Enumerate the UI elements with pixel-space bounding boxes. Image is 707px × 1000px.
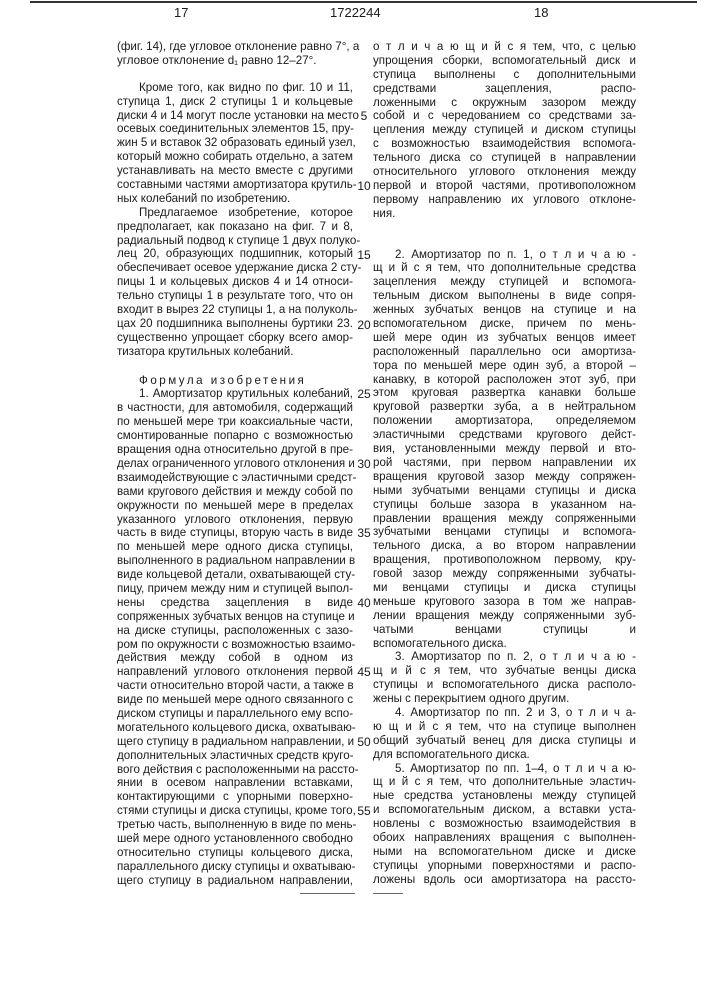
text-line: тельного диска со ступицей в направлении <box>373 151 636 165</box>
text-line: меньше кругового зазора в том же направ- <box>373 595 636 609</box>
line-number: 45 <box>357 665 371 679</box>
text-line: сопряженных зубчатых венцов на ступице и <box>117 610 353 624</box>
claim-2 <box>373 248 636 651</box>
text-line: угловое отклонение d₁ равно 12–27°. <box>117 54 353 68</box>
text-line: ложены вдоль оси амортизатора на рассто- <box>373 873 636 887</box>
claim-5 <box>373 762 636 887</box>
text-line: тора по меньшей мере один зуб, а второй – <box>373 359 636 373</box>
text-line: вращения круговой зазор между сопряжен- <box>373 470 636 484</box>
text-line: стями ступицы и диска ступицы, кроме того, <box>117 804 353 818</box>
text-line: устанавливать на место вместе с другими <box>117 164 353 178</box>
text-line: ных колебаний по изобретению. <box>117 192 353 206</box>
text-line: канавку, в которой расположен этот зуб, при <box>373 373 636 387</box>
text-line: (фиг. 14), где угловое отклонение равно 7°, а <box>117 40 353 54</box>
text-line: ными на вспомогательном диске и диске <box>373 845 636 859</box>
text-line: виде по меньшей мере одного связанного с <box>117 693 353 707</box>
text-line: ступицы больше зазора в указанном на- <box>373 498 636 512</box>
text-line: первой и второй частями, противоположном <box>373 179 636 193</box>
text-line: параллельного диску ступицы и охватываю- <box>117 860 353 874</box>
line-number: 40 <box>357 596 371 610</box>
text-line: ными зубчатыми венцами ступицы и диска <box>373 484 636 498</box>
text-line: диском ступицы и параллельного ему вспо- <box>117 707 353 721</box>
text-line: общий зубчатый венец для диска ступицы и <box>373 734 636 748</box>
text-line: пицу, причем между ним и ступицей выпол- <box>117 582 353 596</box>
text-line: расположенный параллельно оси амортиза- <box>373 345 636 359</box>
text-line: входит в вырез 22 ступицы 1, а на полуколь- <box>117 303 353 317</box>
text-line: правлении вращения между сопряженными <box>373 512 636 526</box>
text-line: цах 20 подшипника выполнены буртики 23. <box>117 317 353 331</box>
text-line: ром по окружности с возможностью взаимо- <box>117 638 353 652</box>
text-line: ю щ и й с я тем, что на ступице выполнен <box>373 720 636 734</box>
text-line: по меньшей мере одного диска ступицы, <box>117 540 353 554</box>
text-line: вспомогательном диске, причем по мень- <box>373 317 636 331</box>
text-line: щ и й с я тем, что дополнительные эластич- <box>373 775 636 789</box>
text-line: 2. Амортизатор по п. 1, о т л и ч а ю - <box>373 248 636 262</box>
text-line: зубчатыми венцами ступицы и вспомога- <box>373 525 636 539</box>
right-page-number: 18 <box>534 5 548 20</box>
text-line: могательного кольцевого диска, охватываю- <box>117 721 353 735</box>
text-line: виде кольцевой детали, охватывающей сту- <box>117 568 353 582</box>
text-line: говой зазор между сопряженными зубчаты- <box>373 567 636 581</box>
text-line: действия между собой в одном из <box>117 651 353 665</box>
claim-3 <box>373 650 636 706</box>
text-line: для вспомогательного диска. <box>373 748 636 762</box>
right-text-column <box>373 40 636 887</box>
text-line: часть в виде ступицы, вторую часть в виде <box>117 526 353 540</box>
text-line: ступица 1, диск 2 ступицы 1 и кольцевые <box>117 95 353 109</box>
text-line: упрощения сборки, вспомогательный диск и <box>373 54 636 68</box>
text-line: в частности, для автомобиля, содержащий <box>117 401 353 415</box>
text-line: новлены с возможностью взаимодействия в <box>373 817 636 831</box>
text-line: ния. <box>373 207 636 221</box>
text-line: ми венцами ступицы и диска ступицы <box>373 581 636 595</box>
text-line: обеспечивает осевое удержание диска 2 сту- <box>117 261 353 275</box>
text-line: чатыми венцами ступицы и <box>373 623 636 637</box>
text-line: 3. Амортизатор по п. 2, о т л и ч а ю - <box>373 650 636 664</box>
line-number: 30 <box>357 457 371 471</box>
end-rule-right <box>373 893 403 894</box>
text-line: 4. Амортизатор по пп. 2 и 3, о т л и ч а- <box>373 706 636 720</box>
text-line: окружности по меньшей мере в пределах <box>117 499 353 513</box>
text-line: части относительно второй части, а также в <box>117 679 353 693</box>
text-line: с возможностью взаимодействия вспомога- <box>373 137 636 151</box>
text-line: жин 5 и вставок 32 образовать единый узел, <box>117 136 353 150</box>
text-line: шей мере одного установленного свободно <box>117 832 353 846</box>
line-number: 10 <box>357 179 371 193</box>
claims-heading: Формула изобретения <box>117 374 353 388</box>
line-number: 20 <box>357 318 371 332</box>
text-line: тельно ступицы 1 в результате того, что он <box>117 289 353 303</box>
text-line: смонтированные попарно с возможностью <box>117 429 353 443</box>
end-rule-left <box>300 893 355 894</box>
text-line: составными частями амортизатора крутиль- <box>117 178 353 192</box>
text-line: предполагает, как показано на фиг. 7 и 8, <box>117 220 353 234</box>
text-line: вого действия с расположенными на рассто- <box>117 763 353 777</box>
text-line: лении вращения между сопряженными зуб- <box>373 609 636 623</box>
text-line: обоих направлениях вращения с выполнен- <box>373 831 636 845</box>
text-line: тельным диском выполнены в виде сопря- <box>373 289 636 303</box>
line-number: 25 <box>357 387 371 401</box>
text-line: янии в осевом направлении вставками, <box>117 776 353 790</box>
text-line: тизатора крутильных колебаний. <box>117 345 353 359</box>
top-border-rule <box>30 1 697 3</box>
text-line: зацепления между ступицей и вспомога- <box>373 275 636 289</box>
text-line: эластичными средствами кругового дейст- <box>373 428 636 442</box>
text-line: собой и с чередованием со средствами за- <box>373 109 636 123</box>
line-number: 35 <box>357 526 371 540</box>
text-line: Кроме того, как видно по фиг. 10 и 11, <box>117 81 353 95</box>
text-line: вспомогательного диска. <box>373 637 636 651</box>
patent-number: 1722244 <box>330 5 381 20</box>
claim-1 <box>117 387 353 887</box>
text-line: контактирующими с упорными поверхно- <box>117 790 353 804</box>
text-line: положении амортизатора, определяемом <box>373 414 636 428</box>
text-line: существенно упрощает сборку всего амор- <box>117 331 353 345</box>
text-line: Предлагаемое изобретение, которое <box>117 206 353 220</box>
text-line: щ и й с я тем, что зубчатые венцы диска <box>373 664 636 678</box>
text-line: ступицы упорными поверхностями и распо- <box>373 859 636 873</box>
text-line: вращения, противоположном первому, кру- <box>373 553 636 567</box>
line-number: 50 <box>357 735 371 749</box>
paragraph <box>117 81 353 206</box>
line-number: 55 <box>357 804 371 818</box>
text-line: ложенными с окружным зазором между <box>373 96 636 110</box>
text-line: дополнительных эластичных средств круго- <box>117 749 353 763</box>
claim-1-continuation <box>373 40 636 221</box>
text-line: о т л и ч а ю щ и й с я тем, что, с целью <box>373 40 636 54</box>
text-line: и вспомогательным диском, а вставки уста- <box>373 803 636 817</box>
text-line: направлений углового отклонения первой <box>117 665 353 679</box>
text-line: 5. Амортизатор по пп. 1–4, о т л и ч а ю- <box>373 762 636 776</box>
text-line: делах ограниченного углового отклонения и <box>117 457 353 471</box>
text-line: щ и й с я тем, что дополнительные средства <box>373 261 636 275</box>
text-line: средствами зацепления, распо- <box>373 82 636 96</box>
text-line: ные средства установлены между ступицей <box>373 789 636 803</box>
left-text-column <box>117 40 353 888</box>
text-line: ступицы и вспомогательного диска располо- <box>373 678 636 692</box>
text-line: который можно собирать отдельно, а затем <box>117 150 353 164</box>
text-line: тельного диска, а во втором направлении <box>373 539 636 553</box>
text-line: третью часть, выполненную в виде по мень- <box>117 818 353 832</box>
text-line: выполненного в радиальном направлении в <box>117 554 353 568</box>
text-line: вия, установленными между первой и вто- <box>373 442 636 456</box>
claim-4 <box>373 706 636 762</box>
text-line: по меньшей мере три коаксиальные части, <box>117 415 353 429</box>
text-line: лец 20, образующих подшипник, который <box>117 247 353 261</box>
text-line: щего ступицу в радиальном направлении, и <box>117 735 353 749</box>
text-line: ступица выполнены с дополнительными <box>373 68 636 82</box>
text-line: нены средства зацепления в виде <box>117 596 353 610</box>
text-line: на диске ступицы, расположенных с зазо- <box>117 624 353 638</box>
text-line: вращения одна относительно другой в пре- <box>117 443 353 457</box>
text-line: пицы 1 и кольцевых дисков 4 и 14 относи- <box>117 275 353 289</box>
text-line: рой частями, при первом направлении их <box>373 456 636 470</box>
text-line: круговой развертки зуба, а в нейтральном <box>373 400 636 414</box>
line-number: 15 <box>357 248 371 262</box>
text-line: радиальный подвод к ступице 1 двух полуко- <box>117 234 353 248</box>
text-line: цепления между ступицей и диском ступицы <box>373 123 636 137</box>
text-line: указанного углового отклонения, первую <box>117 513 353 527</box>
text-line: этом круговая развертка канавки больше <box>373 386 636 400</box>
text-line: женных зубчатых венцов на ступице и на <box>373 303 636 317</box>
text-line: первому направлению их углового отклоне- <box>373 193 636 207</box>
paragraph <box>117 40 353 68</box>
text-line: относительно ступицы кольцевого диска, <box>117 846 353 860</box>
text-line: относительного углового отклонения между <box>373 165 636 179</box>
text-line: вами кругового действия и между собой по <box>117 485 353 499</box>
text-line: жены с перекрытием одного другим. <box>373 692 636 706</box>
text-line: взаимодействующие с эластичными средст- <box>117 471 353 485</box>
text-line: щего ступицу в радиальном направлении, <box>117 874 353 888</box>
left-page-number: 17 <box>174 5 188 20</box>
text-line: шей мере один из зубчатых венцов имеет <box>373 331 636 345</box>
line-number: 5 <box>357 109 371 123</box>
text-line: диски 4 и 14 могут после установки на место <box>117 109 353 123</box>
text-line: 1. Амортизатор крутильных колебаний, <box>117 387 353 401</box>
text-line: осевых соединительных элементов 15, пру- <box>117 122 353 136</box>
paragraph <box>117 206 353 359</box>
